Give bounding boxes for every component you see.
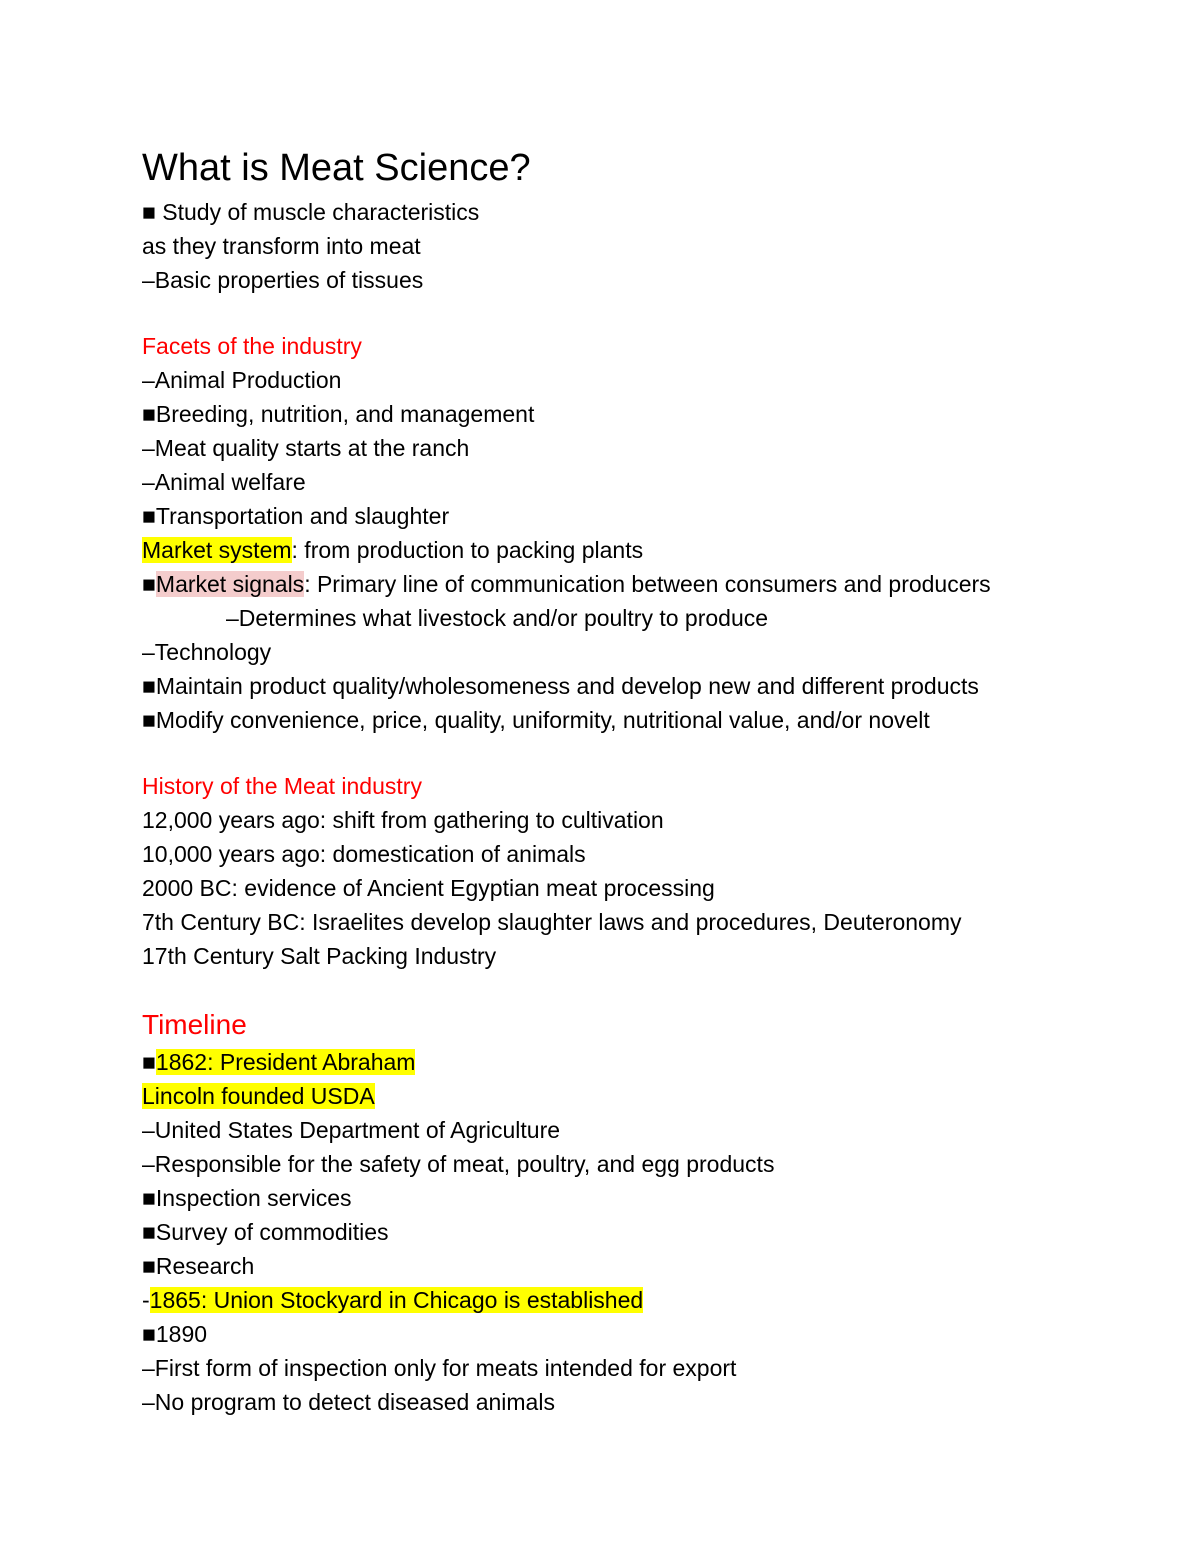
bullet: ■ <box>142 1049 156 1075</box>
facets-line: ■Modify convenience, price, quality, uniformity, nutritional value, and/or novelt <box>142 707 930 733</box>
timeline-line: ■1890 <box>142 1321 208 1347</box>
section-heading-timeline: Timeline <box>142 1009 247 1040</box>
timeline-line: –United States Department of Agriculture <box>142 1117 561 1143</box>
bullet: ■ <box>142 571 156 597</box>
section-heading-facets: Facets of the industry <box>142 333 362 359</box>
highlighted-text: Market system <box>142 537 292 563</box>
market-signals-text: : Primary line of communication between consumers and producers <box>304 571 991 597</box>
facets-line: ■Breeding, nutrition, and management <box>142 401 535 427</box>
document-body <box>142 141 1162 1419</box>
facets-line: –Technology <box>142 639 272 665</box>
page-title: What is Meat Science? <box>142 147 531 189</box>
highlighted-text: 1862: President Abraham <box>155 1049 416 1075</box>
facets-line: –Animal Production <box>142 367 342 393</box>
section-heading-history: History of the Meat industry <box>142 773 422 799</box>
intro-line: –Basic properties of tissues <box>142 267 424 293</box>
highlighted-text: Lincoln founded USDA <box>142 1083 375 1109</box>
facets-line: ■Transportation and slaughter <box>142 503 450 529</box>
dash: - <box>142 1287 150 1313</box>
history-line: 10,000 years ago: domestication of animals <box>142 841 586 867</box>
timeline-line: ■Survey of commodities <box>142 1219 389 1245</box>
intro-line: as they transform into meat <box>142 233 421 259</box>
market-signals-line <box>142 567 1162 601</box>
history-line: 7th Century BC: Israelites develop slaughter laws and procedures, Deuteronomy <box>142 909 962 935</box>
history-line: 12,000 years ago: shift from gathering to cultivation <box>142 807 664 833</box>
stockyard-line <box>142 1283 1162 1317</box>
indented-line: –Determines what livestock and/or poultry to produce <box>226 605 769 631</box>
intro-line: ■ Study of muscle characteristics <box>142 199 480 225</box>
highlighted-text: Market signals <box>155 571 305 597</box>
market-system-text: : from production to packing plants <box>291 537 644 563</box>
usda-line <box>142 1045 1162 1079</box>
usda-line <box>142 1079 1162 1113</box>
facets-line: –Animal welfare <box>142 469 306 495</box>
timeline-line: ■Research <box>142 1253 255 1279</box>
highlighted-text: 1865: Union Stockyard in Chicago is established <box>149 1287 644 1313</box>
timeline-line: –First form of inspection only for meats intended for export <box>142 1355 737 1381</box>
market-system-line <box>142 533 1162 567</box>
history-line: 17th Century Salt Packing Industry <box>142 943 497 969</box>
timeline-line: –No program to detect diseased animals <box>142 1389 555 1415</box>
timeline-line: ■Inspection services <box>142 1185 352 1211</box>
facets-line: ■Maintain product quality/wholesomeness and develop new and different products <box>142 673 979 699</box>
facets-line: –Meat quality starts at the ranch <box>142 435 470 461</box>
timeline-line: –Responsible for the safety of meat, poultry, and egg products <box>142 1151 775 1177</box>
history-line: 2000 BC: evidence of Ancient Egyptian meat processing <box>142 875 715 901</box>
